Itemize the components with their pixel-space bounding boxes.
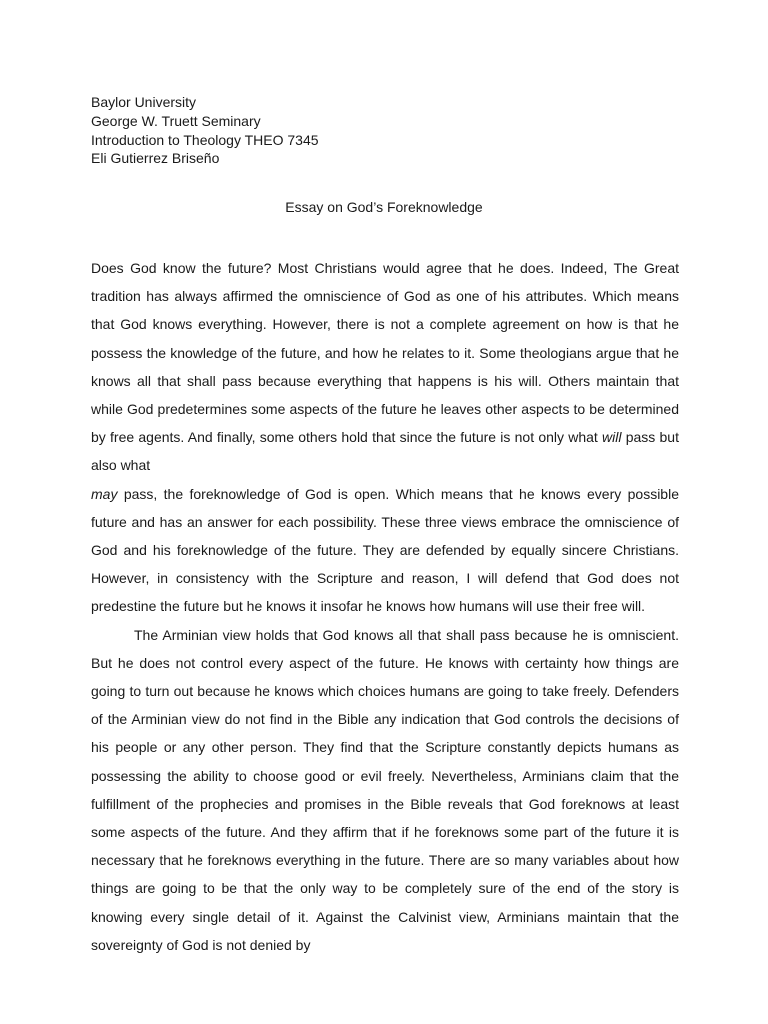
paragraph-2: The Arminian view holds that God knows all that shall pass because he is omniscient. But he does not control every aspect of the future. He knows with certainty how things are going to turn out because he knows which choices humans are going to take freely. Defenders of the Arminian view do not find in the Bible any indication that God controls the decisions of his people or any other person. They find that the Scripture constantly depicts humans as possessing the ability to choose good or evil freely. Nevertheless, Arminians claim that the fulfillment of the prophecies and promises in the Bible reveals that God foreknows at least some aspects of the future. And they affirm that if he foreknows some part of the future it is necessary that he foreknows everything in the future. There are so many variables about how things are going to be that the only way to be completely sure of the end of the story is knowing every single detail of it. Against the Calvinist view, Arminians maintain that the sovereignty of God is not denied by [91,626,679,953]
paragraph-1-text-c: pass, the foreknowledge of God is open. Which means that he knows every possible future and has an answer for each possibility. These three views embrace the omniscience of God and his foreknowledge of the future. They are defended by equally sincere Christians. However, in consistency with the Scripture and reason, I will defend that God does not predestine the future but he knows it insofar he knows how humans will use their free will. [91,485,679,615]
paragraph-1-emphasis-will: will [602,429,622,446]
university-name: Baylor University [91,94,197,110]
course-name: Introduction to Theology THEO 7345 [91,131,319,148]
paragraph-1 [91,254,679,621]
essay-title: Essay on God’s Foreknowledge [285,199,483,215]
document-header [91,93,319,168]
paragraph-1-text-b: pass but also what [91,429,679,474]
author-name: Eli Gutierrez Briseño [91,150,220,167]
seminary-name: George W. Truett Seminary [91,112,261,129]
paragraph-1-text-a: Does God know the future? Most Christians would agree that he does. Indeed, The Great tradition has always affirmed the omniscience of God as one of his attributes. Which means that God knows everything. However, there is not a complete agreement on how is that he possess the knowledge of the future, and how he relates to it. Some theologians argue that he knows all that shall pass because everything that happens is his will. Others maintain that while God predetermines some aspects of the future he leaves other aspects to be determined by free agents. And finally, some others hold that since the future is not only what [91,260,679,446]
essay-body [91,254,679,959]
paragraph-1-emphasis-may: may [91,485,118,502]
